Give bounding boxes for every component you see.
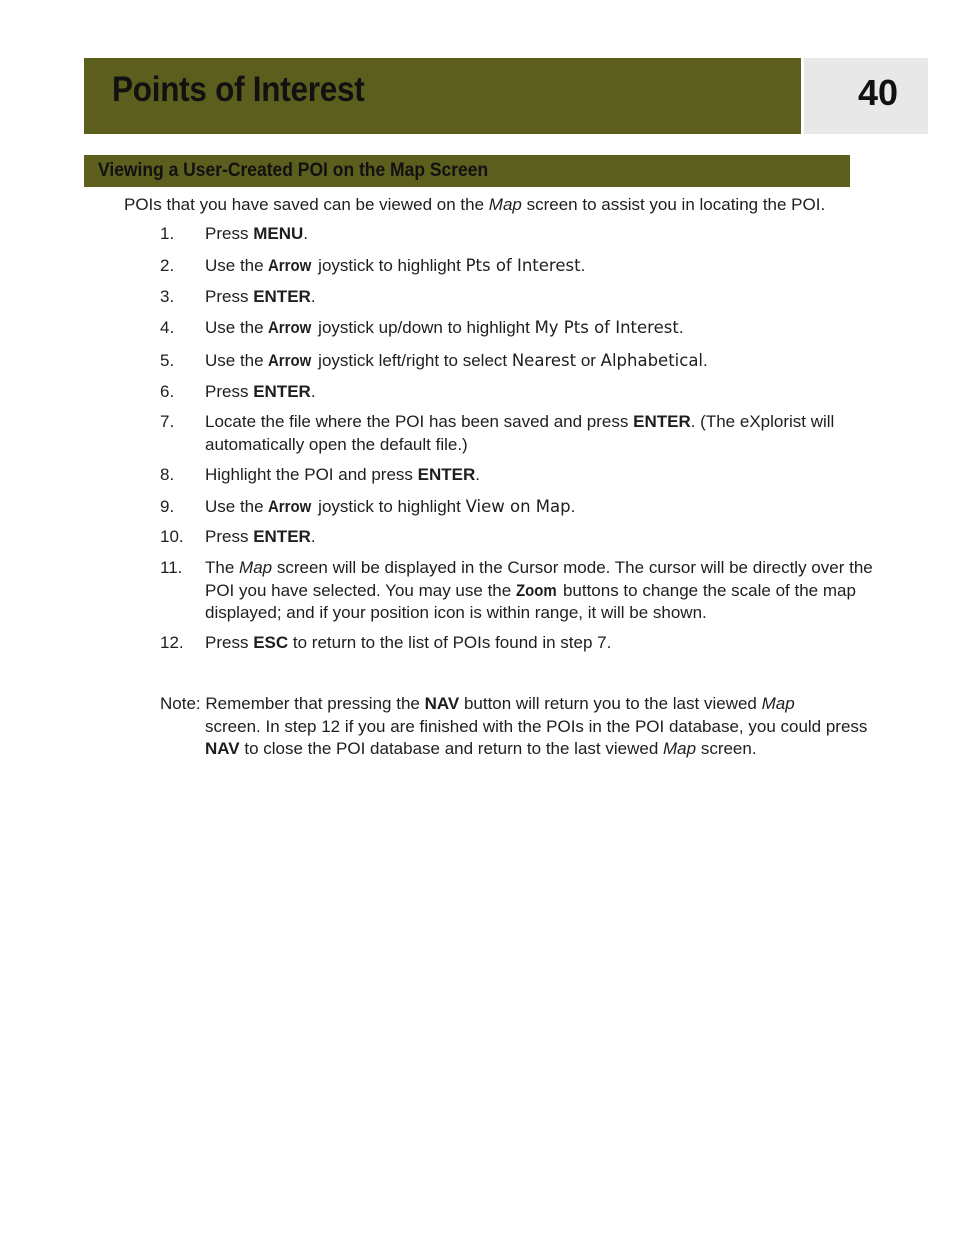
step-number: 5. (160, 351, 175, 370)
step-text: The Map screen will be displayed in the Cursor mode. The cursor will be directly over the POI you have selected. You may use the Zoom buttons to change the scale of the map displayed; and if your position icon is within range, it will be shown. (205, 558, 873, 622)
menu-option-label: View on Map (465, 497, 571, 516)
intro-text-end: screen to assist you in locating the POI. (521, 195, 826, 214)
key-label: NAV (424, 694, 460, 713)
section-header-bar (84, 155, 850, 187)
step-text: Press MENU. (205, 224, 308, 243)
menu-option-label: Pts of Interest (465, 256, 581, 275)
step-text: Press ENTER. (205, 287, 316, 306)
key-label: MENU (253, 224, 304, 243)
step-text: Use the Arrow joystick to highlight Pts of Interest. (205, 255, 905, 278)
page-number: 40 (857, 72, 898, 113)
step-text: Use the Arrow joystick to highlight View on Map. (205, 496, 905, 519)
key-label: Arrow (268, 497, 312, 516)
menu-option-label: My Pts of Interest (534, 318, 679, 337)
map-term: Map (761, 694, 795, 713)
map-term: Map (239, 558, 273, 577)
key-label: ESC (253, 633, 289, 652)
key-label: Arrow (268, 256, 312, 275)
key-label: Zoom (515, 580, 557, 600)
step-number: 6. (160, 382, 175, 401)
step-number: 8. (160, 465, 175, 484)
note-continuation: screen. In step 12 if you are finished with the POIs in the POI database, you could press NAV to close the POI database and return to the last viewed Map screen. (205, 716, 868, 758)
step-text: Highlight the POI and press ENTER. (205, 465, 480, 484)
key-label: Arrow (268, 351, 312, 370)
step-number: 11. (160, 558, 183, 577)
intro-paragraph (124, 194, 825, 216)
key-label: ENTER (633, 412, 691, 431)
step-number: 7. (160, 412, 175, 431)
step-text: Press ENTER. (205, 527, 316, 546)
key-label: ENTER (253, 382, 311, 401)
step-text: Press ENTER. (205, 382, 316, 401)
step-number: 3. (160, 287, 175, 306)
step-number: 9. (160, 497, 175, 516)
intro-map-term: Map (488, 195, 522, 214)
chapter-title: Points of Interest (112, 70, 365, 109)
key-label: ENTER (253, 527, 311, 546)
step-number: 12. (160, 633, 184, 652)
step-number: 2. (160, 256, 175, 275)
key-label: ENTER (253, 287, 311, 306)
step-text: Locate the file where the POI has been saved and press ENTER. (The eXplorist will automatically open the default file.) (205, 412, 835, 454)
step-number: 10. (160, 527, 184, 546)
key-label: ENTER (417, 465, 476, 484)
note-first-line: Note: Remember that pressing the NAV button will return you to the last viewed Map (160, 694, 795, 713)
key-label: NAV (205, 739, 240, 758)
step-text: Press ESC to return to the list of POIs found in step 7. (205, 633, 612, 652)
key-label: Arrow (268, 318, 312, 337)
map-term: Map (663, 739, 697, 758)
step-text: Use the Arrow joystick left/right to select Nearest or Alphabetical. (205, 350, 905, 373)
note-paragraph (160, 693, 900, 761)
chapter-header-bar (84, 58, 801, 134)
section-title: Viewing a User-Created POI on the Map Screen (98, 160, 489, 181)
menu-option-label: Alphabetical (600, 351, 704, 370)
step-text: Use the Arrow joystick up/down to highlight My Pts of Interest. (205, 317, 905, 340)
menu-option-label: Nearest (511, 351, 577, 370)
page-number-box (804, 58, 928, 134)
intro-text: POIs that you have saved can be viewed on the (124, 195, 489, 214)
step-number: 1. (160, 224, 175, 243)
step-number: 4. (160, 318, 175, 337)
